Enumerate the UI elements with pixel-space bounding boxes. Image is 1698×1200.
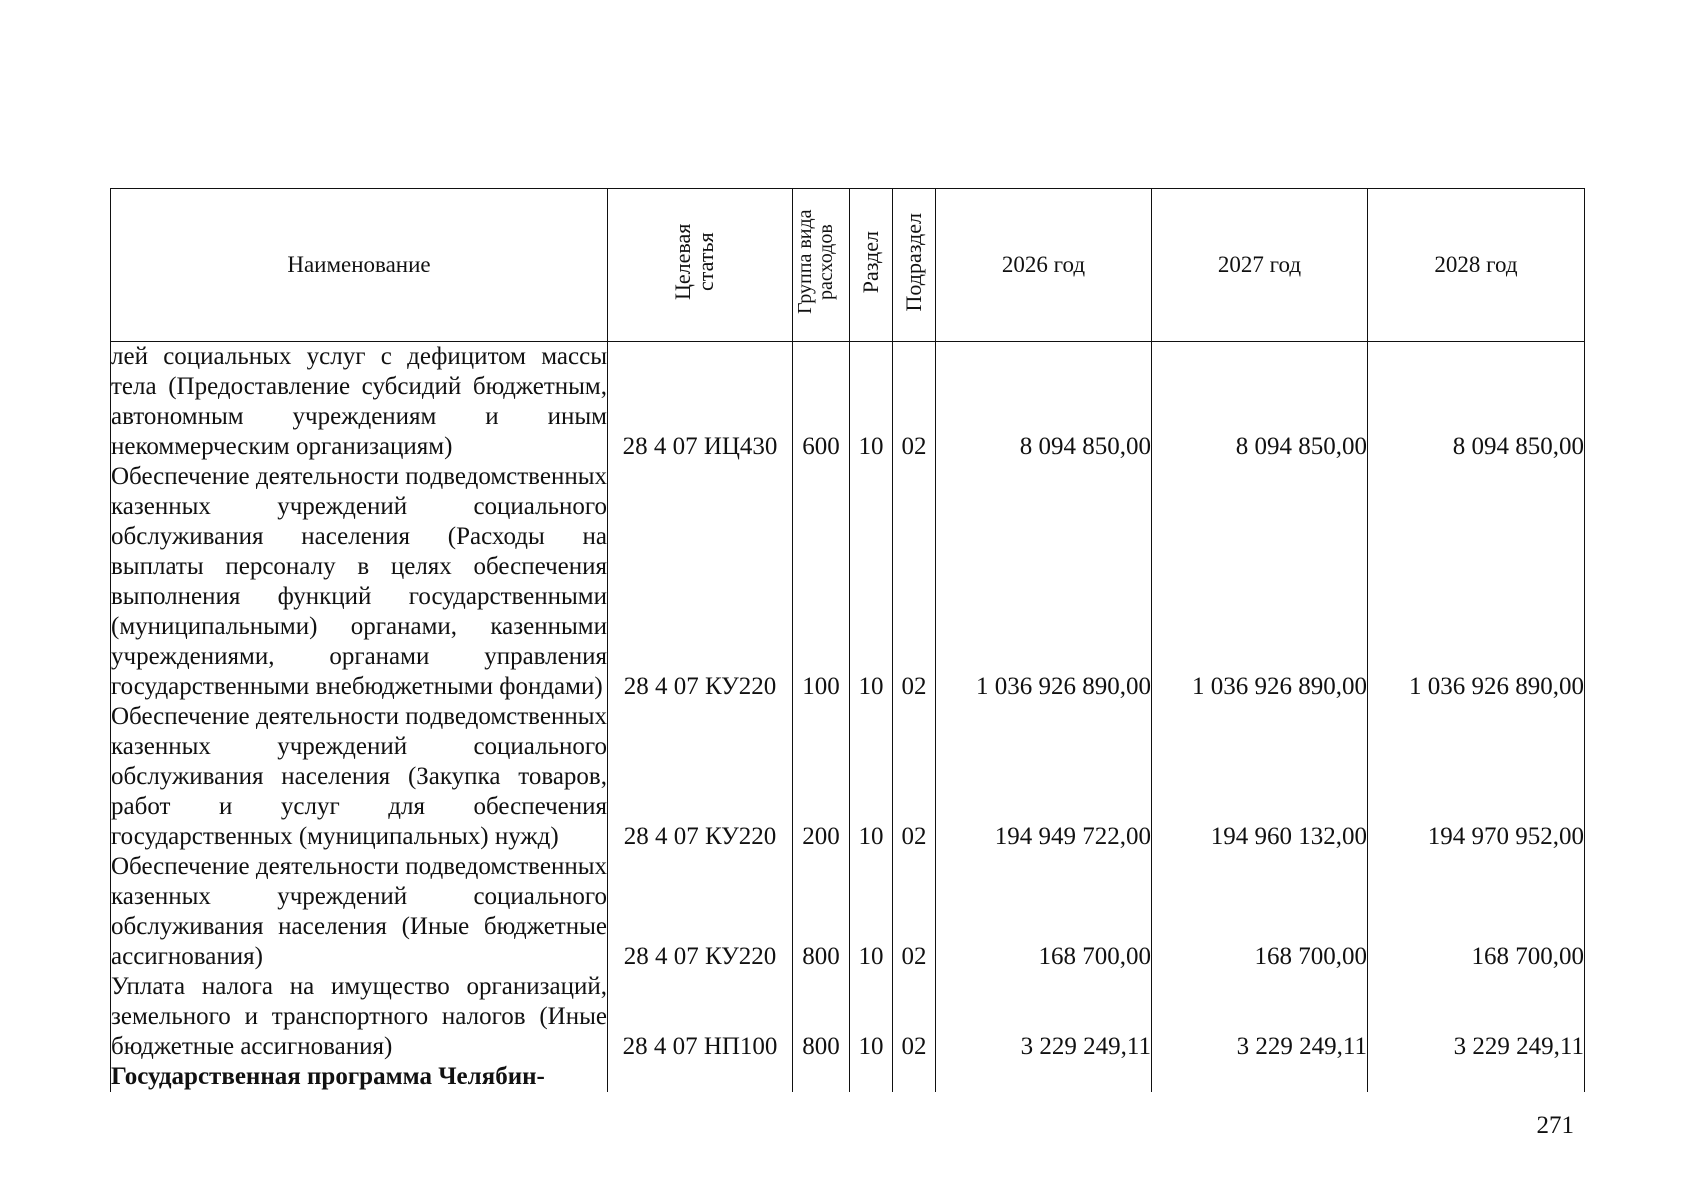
row-value-2028: 3 229 249,11: [1368, 972, 1585, 1062]
row-value-2027: [1152, 1062, 1368, 1092]
row-value-2028: 194 970 952,00: [1368, 702, 1585, 852]
row-section: 10: [850, 852, 893, 972]
row-name: Обеспечение деятельности подведомственных казенных учреждений социального обслуживания населения (Расходы на выплаты персоналу в целях обеспечения выполнения функций государственными (муниципальными) органами, казенными учреждениями, органами управления государственными внебюджетными фондами): [111, 463, 607, 700]
table-row: [111, 972, 1585, 1062]
row-target-article: 28 4 07 НП100: [608, 972, 793, 1062]
row-target-article: 28 4 07 ИЦ430: [608, 342, 793, 463]
row-expense-group: 800: [793, 972, 850, 1062]
table-row: [111, 852, 1585, 972]
row-value-2026: 1 036 926 890,00: [936, 462, 1152, 702]
row-subsection: 02: [893, 702, 936, 852]
page-number: 271: [1536, 1112, 1574, 1139]
row-value-2028: 168 700,00: [1368, 852, 1585, 972]
row-section: 10: [850, 972, 893, 1062]
row-target-article: [608, 1062, 793, 1092]
table-body: [111, 342, 1585, 1093]
row-section: 10: [850, 462, 893, 702]
row-value-2026: [936, 1062, 1152, 1092]
row-subsection: 02: [893, 462, 936, 702]
table-header: [111, 189, 1585, 342]
row-subsection: 02: [893, 342, 936, 463]
header-target-article: Целевая статья: [608, 189, 793, 342]
header-expense-group: Группа вида расходов: [793, 189, 850, 342]
row-name: Государственная программа Челябин-: [111, 1062, 608, 1092]
row-name: лей социальных услуг с дефицитом массы тела (Предоставление субсидий бюджетным, автономным учреждениям и иным некоммерческим организациям): [111, 343, 607, 460]
row-value-2027: 8 094 850,00: [1152, 342, 1368, 463]
row-value-2026: 8 094 850,00: [936, 342, 1152, 463]
row-section: 10: [850, 342, 893, 463]
row-value-2026: 3 229 249,11: [936, 972, 1152, 1062]
row-subsection: 02: [893, 972, 936, 1062]
header-name: Наименование: [111, 189, 608, 342]
budget-table: [110, 188, 1585, 1092]
row-expense-group: 600: [793, 342, 850, 463]
row-name: Уплата налога на имущество организаций, земельного и транспортного налогов (Иные бюджетные ассигнования): [111, 973, 607, 1060]
row-expense-group: 800: [793, 852, 850, 972]
row-section: [850, 1062, 893, 1092]
table-row: [111, 702, 1585, 852]
header-subsection: Подраздел: [893, 189, 936, 342]
row-subsection: 02: [893, 852, 936, 972]
row-value-2027: 3 229 249,11: [1152, 972, 1368, 1062]
row-expense-group: 100: [793, 462, 850, 702]
row-value-2028: 1 036 926 890,00: [1368, 462, 1585, 702]
header-year-2027: 2027 год: [1152, 189, 1368, 342]
row-target-article: 28 4 07 КУ220: [608, 462, 793, 702]
row-subsection: [893, 1062, 936, 1092]
row-expense-group: [793, 1062, 850, 1092]
row-value-2028: [1368, 1062, 1585, 1092]
row-value-2027: 1 036 926 890,00: [1152, 462, 1368, 702]
table-row: [111, 462, 1585, 702]
header-year-2028: 2028 год: [1368, 189, 1585, 342]
row-name: Обеспечение деятельности подведомственных казенных учреждений социального обслуживания населения (Закупка товаров, работ и услуг для обеспечения государственных (муниципальных) нужд): [111, 703, 607, 850]
row-value-2026: 168 700,00: [936, 852, 1152, 972]
row-value-2026: 194 949 722,00: [936, 702, 1152, 852]
header-section: Раздел: [850, 189, 893, 342]
row-expense-group: 200: [793, 702, 850, 852]
row-name: Обеспечение деятельности подведомственных казенных учреждений социального обслуживания населения (Иные бюджетные ассигнования): [111, 853, 607, 970]
row-target-article: 28 4 07 КУ220: [608, 852, 793, 972]
header-year-2026: 2026 год: [936, 189, 1152, 342]
row-value-2028: 8 094 850,00: [1368, 342, 1585, 463]
row-value-2027: 168 700,00: [1152, 852, 1368, 972]
row-section: 10: [850, 702, 893, 852]
table-row: [111, 1062, 1585, 1092]
table-row: [111, 342, 1585, 463]
row-target-article: 28 4 07 КУ220: [608, 702, 793, 852]
row-value-2027: 194 960 132,00: [1152, 702, 1368, 852]
